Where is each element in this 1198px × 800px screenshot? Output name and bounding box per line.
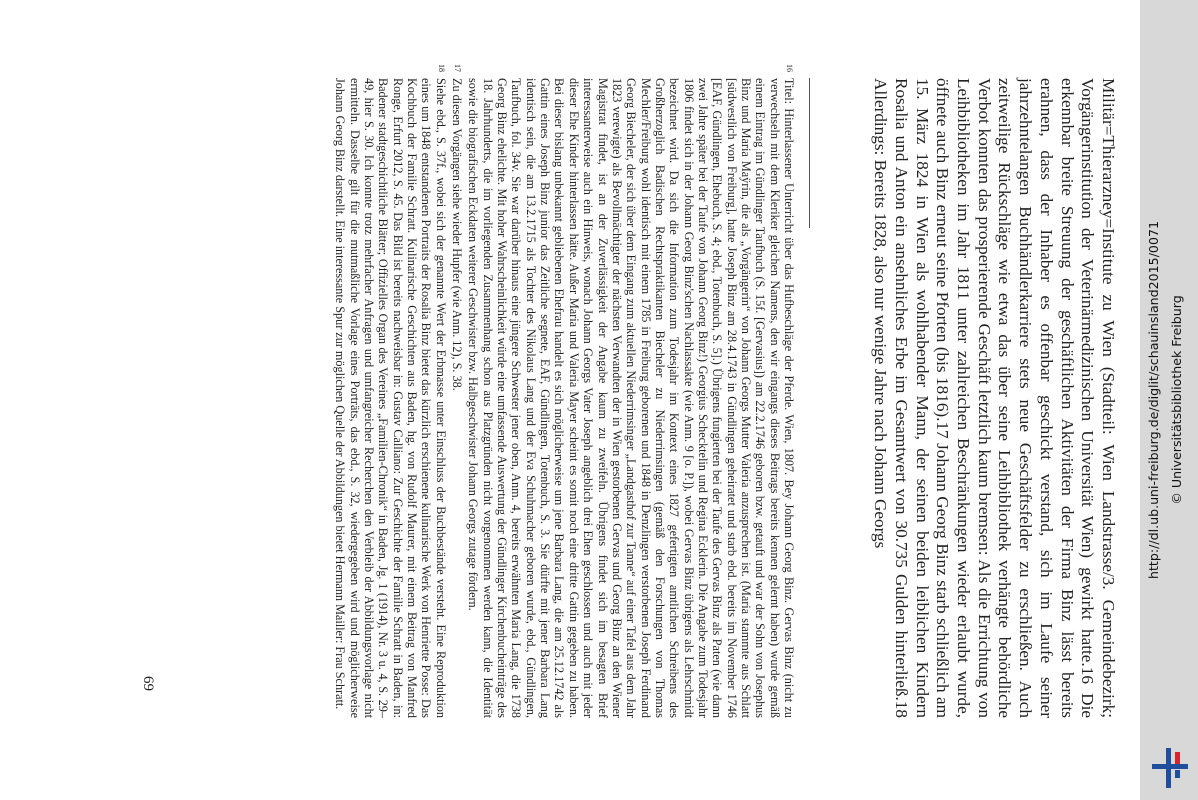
footnote-text: Zu diesen Vorgängen siehe wieder Hupfer (wie Anm. 12), S. 38. <box>450 78 465 391</box>
footnote-number: 17 <box>453 64 463 72</box>
ub-freiburg-logo-icon <box>1148 742 1192 792</box>
main-paragraph-text: Militär=Thierarzney=Institute zu Wien (Stadtteil: Wien Landstrasse/3. Gemeindebezirk; Vorgängerinstitution der Veterinärmedizinischen Universität Wien) gewirkt hatte.16 Die erkennbar breite Streuung der geschäftlichen Aktivitäten der Firma Binz lässt bereits erahnen, dass der Inhaber es offenbar geschickt verstand, sich im Laufe seiner jahrzehntelangen Buchhändlerkarriere stets neue Geschäftsfelder zu erschließen. Auch zeitweilige Rückschläge wie etwa das über seine Leihbibliothek verhängte behördliche Verbot konnten das prosperierende Geschäft letztlich kaum bremsen: Als die Errichtung von Leihbibliotheken im Jahr 1811 unter zahlreichen Beschränkungen wieder erlaubt wurde, öffnete auch Binz erneut seine Pforten (bis 1816).17 Johann Georg Binz starb schließlich am 15. März 1824 in Wien als wohlhabender Mann, der seinen beiden leiblichen Kindern Rosalia und Anton ein ansehnliches Erbe im Gesamtwert von 30.735 Gulden hinterließ.18 Allerdings: Bereits 1828, also nur wenige Jahre nach Johann Georgs <box>871 78 1118 718</box>
footnote-number: 16 <box>785 64 794 72</box>
page-number: 69 <box>140 676 156 691</box>
source-url-link[interactable]: http://dl.ub.uni-freiburg.de/diglit/schauinsland2015/0071 <box>1146 221 1161 579</box>
main-paragraph <box>870 78 1118 718</box>
logo-block-red <box>1175 752 1180 764</box>
footnote-number: 18 <box>436 64 446 72</box>
footnotes <box>333 64 796 718</box>
logo-stem-blue <box>1166 748 1171 788</box>
footnote-17 <box>450 64 465 718</box>
footnote-text: Siehe ebd., S. 37f., wobei sich der genannte Wert der Erbmasse unter Einschluss der Buchbestände versteht. Eine Reproduktion eines um 1848 entstandenen Portraits der Rosalia Binz bietet das kürzlich erschienene kulinarische Werk von Henriette Posse: Das Kochbuch der Familie Schratt. Kulinarische Geschichten aus Baden, hg. von Rudolf Maurer, mit einem Beitrag von Manfred Ronge, Erfurt 2012, S. 45. Das Bild ist bereits nachweisbar in: Gustav Calliano: Zur Geschichte der Familie Schratt in Baden, in: Badener stadtgeschichtliche Blätter; Offizielles Organ des Vereines „Familien-Chronik“ in Baden, Jg. 1 (1914), Nr. 3 u. 4, S. 29–49, hier S. 30. Ich konnte trotz mehrfacher Anfragen und umfangreicher Recherchen den Verbleib der Abbildungsvorlage nicht ermitteln. Dasselbe gilt für die mutmaßliche Vorlage eines Porträts, das ebd., S. 32, wiedergegeben wird und möglicherweise Johann Georg Binz darstellt. Eine interessante Spur zur möglichen Quelle der Abbildungen bietet Hermann Mailler: Frau Schratt. <box>333 78 448 718</box>
footnote-separator <box>809 78 810 228</box>
copyright-notice: © Universitätsbibliothek Freiburg <box>1169 295 1184 505</box>
logo-block-blue <box>1175 770 1180 778</box>
footnote-16 <box>466 64 796 718</box>
footnote-18 <box>333 64 448 718</box>
footnote-text: Titel: Hinterlassener Unterricht über das Hufbeschläge der Pferde. Wien, 1807. Bey Johann Georg Binz. Gervas Binz (nicht zu verwechseln mit dem Kleriker gleichen Namens, den wir eingangs dieses Beitrags bereits kennen gelernt haben) wurde gemäß einem Eintrag im Gündlinger Taufbuch (S. 15f. [Gervasius]) am 22.2.1746 geboren bzw. getauft und war der Sohn von Josephus Binz und Maria Maÿrin, die als „Vorgängerin“ von Johann Georgs Mutter Valeria anzusprechen ist. (Maria stammte aus Schlatt [südwestlich von Freiburg], hatte Joseph Binz am 28.4.1743 in Gündlingen geheiratet und starb ebd. bereits im November 1746 [EAF, Gündlingen, Ehebuch, S. 4; ebd., Totenbuch, S. 5].) Übrigens fungierten bei der Taufe des Gervas Binz als Paten (wie dann zwei Jahre später bei der Taufe von Johann Georg Binz!) Georgius Schecktelin und Regina Ecklerin. Die Angabe zum Todesjahr 1806 findet sich in der Johann Georg Binz'schen Nachlassakte (wie Anm. 9 [o. P.]), wobei Gervas Binz übrigens als Lehrschmidt bezeichnet wird. Da sich die Information zum Todesjahr im Kontext eines 1827 gefertigten amtlichen Schreibens des Großherzoglich Badischen Rechtspraktikanten Biecheler zu Niederrimsingen (gemäß den Forschungen von Thomas Mechler/Freiburg wohl identisch mit einem 1785 in Freiburg geborenen und 1848 in Denzlingen verstorbenen Joseph Ferdinand Georg Biecheler, der sich über dem Eingang zum aktuellen Niederrimsinger „Landgasthof zur Tanne“ auf einer Tafel aus dem Jahr 1823 verewigte) als Bevollmächtigter der nächsten Verwandten der in Wien gestorbenen Gervas und Georg Binz an den Wiener Magistrat findet, ist an der Zuverlässigkeit der Angabe kaum zu zweifeln. Übrigens findet sich im besagten Brief interessanterweise auch ein Hinweis, wonach Johann Georgs Vater Joseph angeblich drei Ehen geschlossen und auch mit jeder dieser Ehe Kinder hinterlassen hätte. Außer Maria und Valeria Mayer scheint es somit noch eine dritte Gattin gegeben zu haben. Bei dieser bislang unbekannt gebliebenen Ehefrau handelt es sich möglicherweise um jene Barbara Lang, die am 25.12.1742 als Gattin eines Joseph Binz junior das Zeitliche segnete, EAF, Gündlingen, Totenbuch, S. 3. Sie dürfte mit jener Barbara Lang identisch sein, die am 13.2.1715 als Tochter des Nikolaus Lang und der Eva Schuhmacher geboren wurde, ebd., Gündlingen, Taufbuch, fol. 34v. Sie war darüber hinaus eine jüngere Schwester jener oben, Anm. 4, bereits erwähnten Maria Lang, die 1738 Georg Binz ehelichte. Mit hoher Wahrscheinlichkeit würde eine umfassende Auswertung der Gündlinger Kirchenbucheinträge des 18. Jahrhunderts, die im vorliegenden Zusammenhang schon aus Platzgründen nicht vorgenommen werden kann, die Identität sowie die biografischen Eckdaten weiterer Geschwister bzw. Halbgeschwister Johann Georgs zutage fördern. <box>466 78 796 718</box>
